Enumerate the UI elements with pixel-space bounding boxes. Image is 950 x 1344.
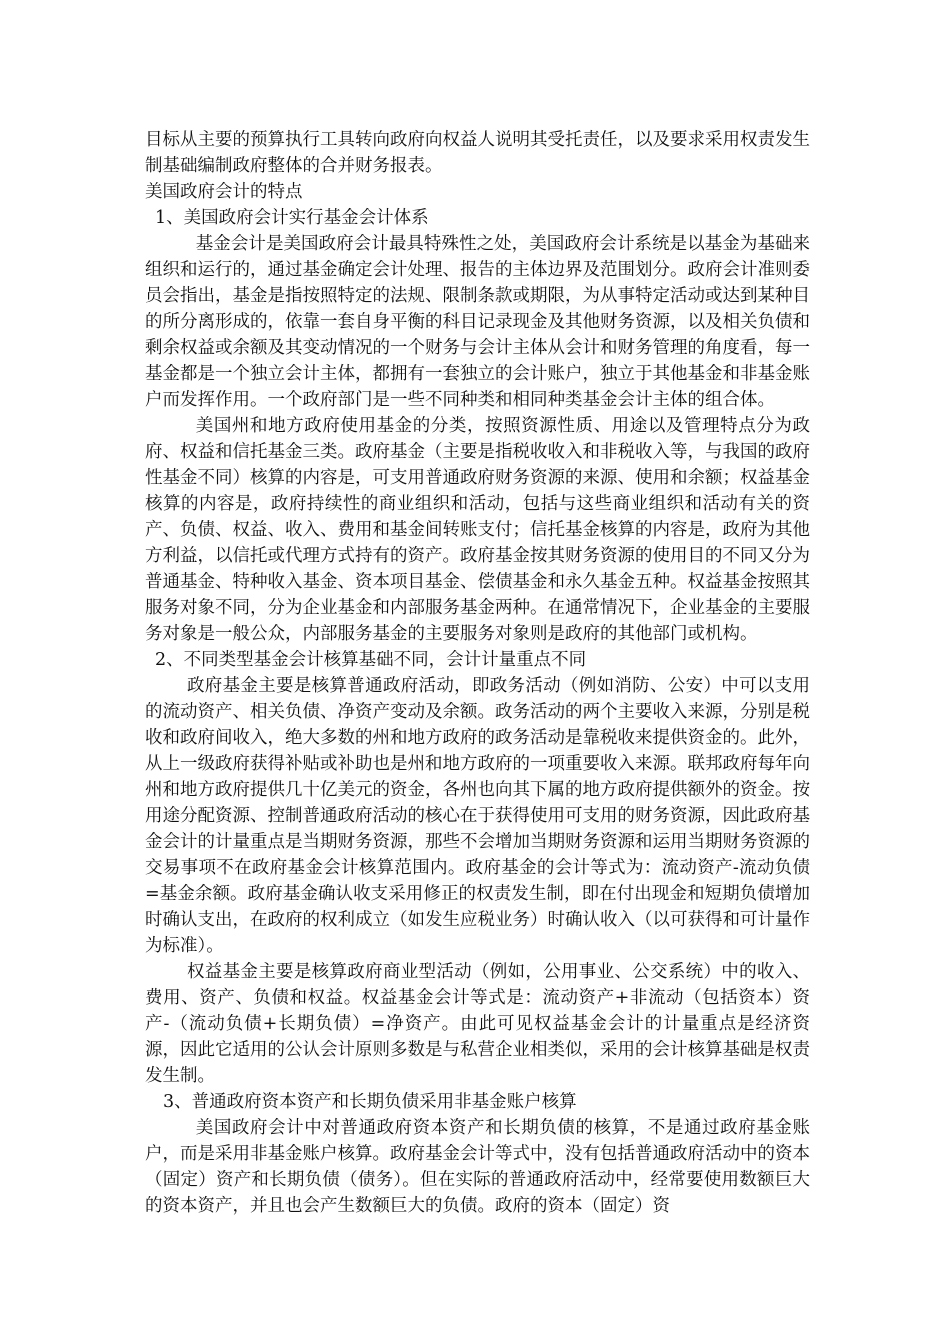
section-title: 美国政府会计的特点	[145, 182, 303, 202]
paragraph-proprietary-funds: 权益基金主要是核算政府商业型活动（例如，公用事业、公交系统）中的收入、费用、资产、负债和权益。权益基金会计等式是：流动资产+非流动（包括资本）资产-（流动负债+长期负债）=净资产。由此可见权益基金会计的计量重点是经济资源，因此它适用的公认会计原则多数是与私营企业相类似，采用的会计核算基础是权责发生制。	[145, 962, 810, 1086]
paragraph-fund-classification: 美国州和地方政府使用基金的分类，按照资源性质、用途以及管理特点分为政府、权益和信托基金三类。政府基金（主要是指税收收入和非税收入等，与我国的政府性基金不同）核算的内容是，可支用普通政府财务资源的来源、使用和余额；权益基金核算的内容是，政府持续性的商业组织和活动，包括与这些商业组织和活动有关的资产、负债、权益、收入、费用和基金间转账支付；信托基金核算的内容是，政府为其他方利益，以信托或代理方式持有的资产。政府基金按其财务资源的使用目的不同又分为普通基金、特种收入基金、资本项目基金、偿债基金和永久基金五种。权益基金按照其服务对象不同，分为企业基金和内部服务基金两种。在通常情况下，企业基金的主要服务对象是一般公众，内部服务基金的主要服务对象则是政府的其他部门或机构。	[145, 416, 810, 644]
paragraph-capital-assets: 美国政府会计中对普通政府资本资产和长期负债的核算，不是通过政府基金账户，而是采用非基金账户核算。政府基金会计等式中，没有包括普通政府活动中的资本（固定）资产和长期负债（债务）。但在实际的普通政府活动中，经常要使用数额巨大的资本资产，并且也会产生数额巨大的负债。政府的资本（固定）资	[145, 1118, 810, 1216]
heading-accounting-basis: 2、不同类型基金会计核算基础不同，会计计量重点不同	[155, 650, 587, 670]
paragraph-fund-accounting: 基金会计是美国政府会计最具特殊性之处，美国政府会计系统是以基金为基础来组织和运行的，通过基金确定会计处理、报告的主体边界及范围划分。政府会计准则委员会指出，基金是指按照特定的法规、限制条款或期限，为从事特定活动或达到某种目的所分离形成的，依靠一套自身平衡的科目记录现金及其他财务资源，以及相关负债和剩余权益或余额及其变动情况的一个财务与会计主体从会计和财务管理的角度看，每一基金都是一个独立会计主体，都拥有一套独立的会计账户，独立于其他基金和非基金账户而发挥作用。一个政府部门是一些不同种类和相同种类基金会计主体的组合体。	[145, 234, 810, 410]
heading-fund-accounting: 1、美国政府会计实行基金会计体系	[155, 208, 429, 228]
document-body	[145, 127, 810, 1219]
paragraph-governmental-funds: 政府基金主要是核算普通政府活动，即政务活动（例如消防、公安）中可以支用的流动资产、相关负债、净资产变动及余额。政务活动的两个主要收入来源，分别是税收和政府间收入，绝大多数的州和地方政府的政务活动是靠税收来提供资金的。此外，从上一级政府获得补贴或补助也是州和地方政府的一项重要收入来源。联邦政府每年向州和地方政府提供几十亿美元的资金，各州也向其下属的地方政府提供额外的资金。按用途分配资源、控制普通政府活动的核心在于获得使用可支用的财务资源，因此政府基金会计的计量重点是当期财务资源，那些不会增加当期财务资源和运用当期财务资源的交易事项不在政府基金会计核算范围内。政府基金的会计等式为：流动资产-流动负债=基金余额。政府基金确认收支采用修正的权责发生制，即在付出现金和短期负债增加时确认支出，在政府的权利成立（如发生应税业务）时确认收入（以可获得和可计量作为标准）。	[145, 676, 810, 956]
paragraph-intro: 目标从主要的预算执行工具转向政府向权益人说明其受托责任，以及要求采用权责发生制基础编制政府整体的合并财务报表。	[145, 130, 810, 176]
heading-non-fund-accounts: 3、普通政府资本资产和长期负债采用非基金账户核算	[163, 1092, 577, 1112]
